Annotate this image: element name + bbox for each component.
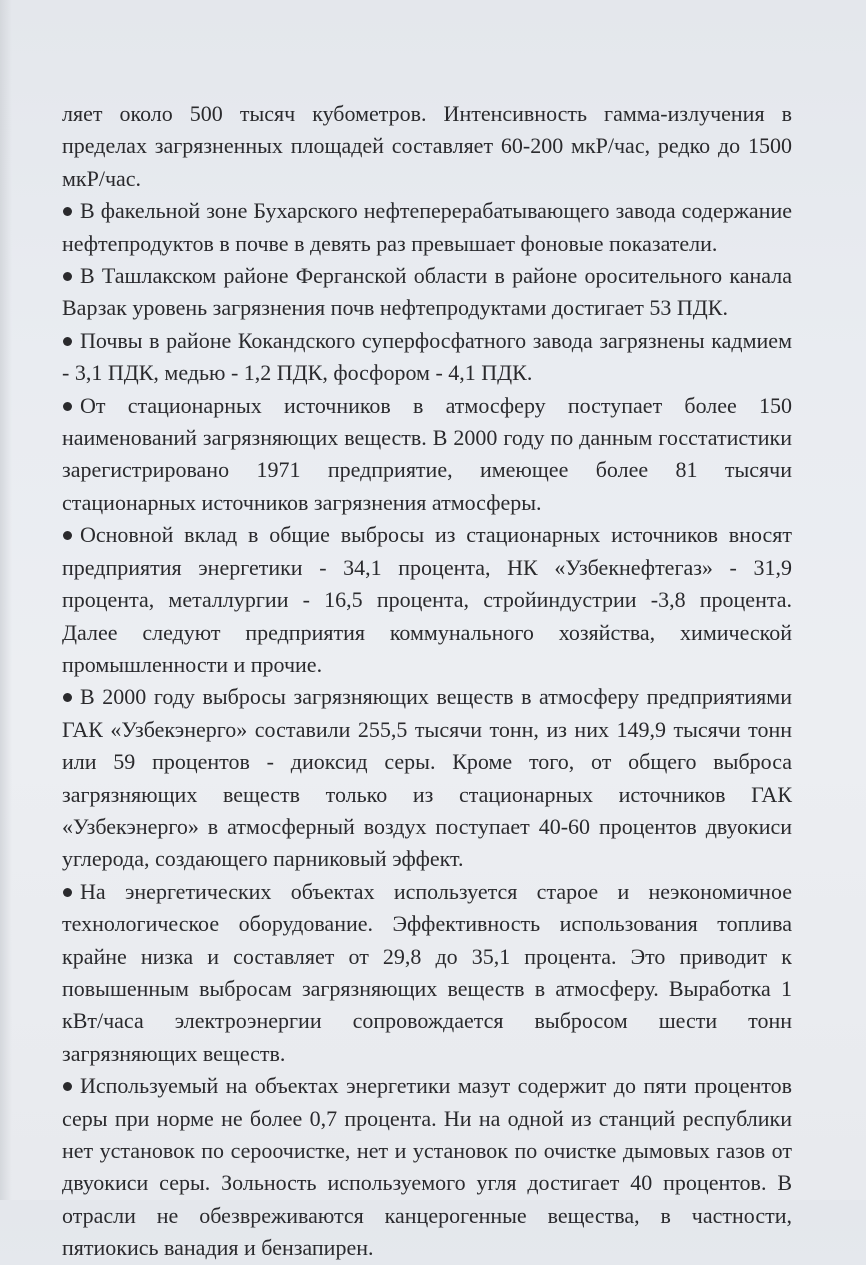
bullet-paragraph	[62, 390, 792, 520]
bullet-paragraph	[62, 260, 792, 325]
paragraph-text: ляет около 500 тысяч кубометров. Интенсивность гамма-излучения в пределах загрязненных площадей составляет 60-200 мкР/час, редко до 1500 мкР/час.	[62, 101, 792, 191]
bullet-paragraph	[62, 1070, 792, 1264]
page-body-text	[62, 98, 792, 1265]
paragraph-text: На энергетических объектах используется старое и неэкономичное технологическое оборудование. Эффективность использования топлива крайне низка и составляет от 29,8 до 35,1 процента. Это приводит к повышенным выбросам загрязняющих веществ в атмосферу. Выработка 1 кВт/часа электроэнергии сопровождается выбросом шести тонн загрязняющих веществ.	[62, 878, 792, 1066]
paragraph-continued	[62, 98, 792, 195]
bullet-icon	[63, 207, 72, 216]
bullet-icon	[63, 272, 72, 281]
paragraph-text: Используемый на объектах энергетики мазут содержит до пяти процентов серы при норме не более 0,7 процента. Ни на одной из станций республики нет установок по сероочистке, нет и установок по очистке дымовых газов от двуокиси серы. Зольность используемого угля достигает 40 процентов. В отрасли не обезвреживаются канцерогенные вещества, в частности, пятиокись ванадия и бензапирен.	[62, 1073, 792, 1261]
page-left-edge-shadow	[0, 0, 12, 1200]
bullet-icon	[63, 531, 72, 540]
bullet-paragraph	[62, 519, 792, 681]
bullet-paragraph	[62, 876, 792, 1070]
paragraph-text: Основной вклад в общие выбросы из стационарных источников вносят предприятия энергетики - 34,1 процента, НК «Узбекнефтегаз» - 31,9 процента, металлургии - 16,5 процента, стройиндустрии -3,8 процента. Далее следуют предприятия коммунального хозяйства, химической промышленности и прочие.	[62, 522, 792, 677]
paragraph-text: В Ташлакском районе Ферганской области в районе оросительного канала Варзак уровень загрязнения почв нефтепродуктами достигает 53 ПДК.	[62, 263, 792, 321]
bullet-icon	[63, 402, 72, 411]
bullet-paragraph	[62, 681, 792, 875]
bullet-paragraph	[62, 325, 792, 390]
paragraph-text: В факельной зоне Бухарского нефтеперерабатывающего завода содержание нефтепродуктов в почве в девять раз превышает фоновые показатели.	[62, 198, 792, 256]
paragraph-text: Почвы в районе Кокандского суперфосфатного завода загрязнены кадмием - 3,1 ПДК, медью - 1,2 ПДК, фосфором - 4,1 ПДК.	[62, 327, 792, 386]
bullet-icon	[63, 1082, 72, 1091]
bullet-icon	[63, 888, 72, 897]
bullet-icon	[63, 337, 72, 346]
paragraph-text: В 2000 году выбросы загрязняющих веществ в атмосферу предприятиями ГАК «Узбекэнерго» составили 255,5 тысячи тонн, из них 149,9 тысячи тонн или 59 процентов - диоксид серы. Кроме того, от общего выброса загрязняющих веществ только из стационарных источников ГАК «Узбекэнерго» в атмосферный воздух поступает 40-60 процентов двуокиси углерода, создающего парниковый эффект.	[62, 684, 792, 872]
paragraph-text: От стационарных источников в атмосферу поступает более 150 наименований загрязняющих веществ. В 2000 году по данным госстатистики зарегистрировано 1971 предприятие, имеющее более 81 тысячи стационарных источников загрязнения атмосферы.	[62, 392, 792, 515]
bullet-paragraph	[62, 195, 792, 260]
bullet-icon	[63, 693, 72, 702]
